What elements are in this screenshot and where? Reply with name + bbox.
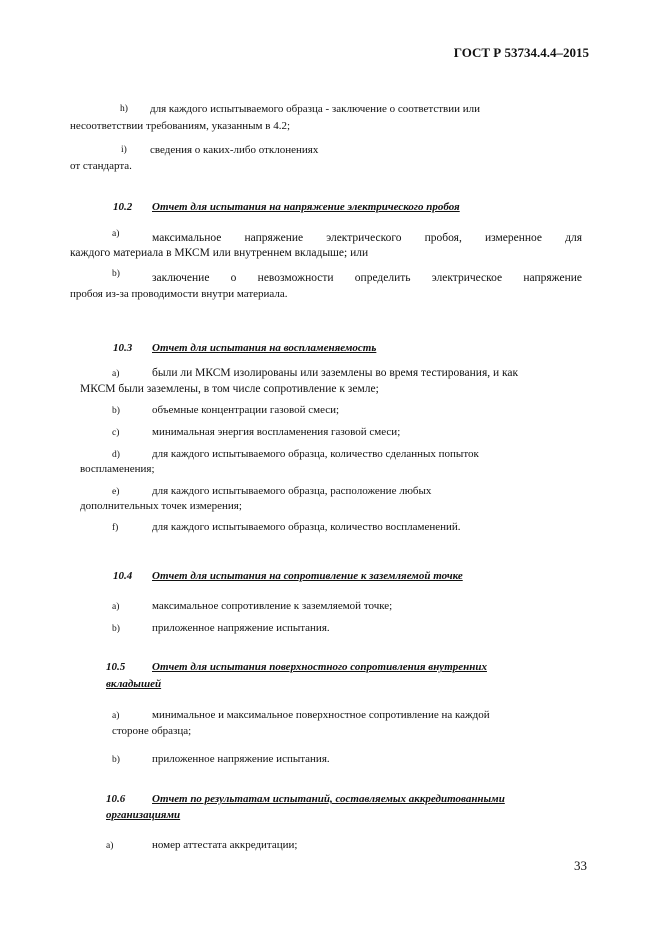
list-item-text: для каждого испытываемого образца - заключение о соответствии или <box>150 103 480 115</box>
list-item-text: каждого материала в МКСМ или внутреннем вкладыше; или <box>70 247 369 259</box>
list-item-marker: a) <box>112 229 120 239</box>
standard-code-header: ГОСТ Р 53734.4.4–2015 <box>453 45 589 60</box>
list-item-marker: i) <box>121 145 127 155</box>
list-item-marker: b) <box>112 269 120 279</box>
list-item-text: сведения о каких-либо отклонениях <box>150 144 319 156</box>
list-item-text: максимальное напряжение электрического пробоя, измеренное для <box>152 232 582 244</box>
list-item-text: пробоя из-за проводимости внутри материала. <box>70 288 288 300</box>
list-item-marker: f) <box>112 523 119 533</box>
list-item-text: для каждого испытываемого образца, расположение любых <box>152 485 432 497</box>
list-item-marker: a) <box>112 711 120 721</box>
section-title: Отчет по результатам испытаний, составляемых аккредитованными <box>152 793 505 805</box>
section-number: 10.5 <box>106 661 126 673</box>
section-title: Отчет для испытания на воспламеняемость <box>152 342 377 354</box>
list-item-marker: d) <box>112 450 120 460</box>
section-number: 10.3 <box>113 342 133 354</box>
list-item-marker: c) <box>112 428 120 438</box>
list-item-text: максимальное сопротивление к заземляемой точке; <box>152 600 393 612</box>
list-item-text: для каждого испытываемого образца, количество сделанных попыток <box>152 448 479 460</box>
list-item-text: минимальное и максимальное поверхностное сопротивление на каждой <box>152 709 490 721</box>
section-title: организациями <box>106 809 181 821</box>
list-item-text: приложенное напряжение испытания. <box>152 622 330 634</box>
section-number: 10.2 <box>113 201 133 213</box>
list-item-marker: b) <box>112 624 120 634</box>
list-item-marker: b) <box>112 406 120 416</box>
list-item-text: стороне образца; <box>112 725 192 737</box>
list-item-text: МКСМ были заземлены, в том числе сопротивление к земле; <box>80 383 379 395</box>
section-number: 10.4 <box>113 570 133 582</box>
list-item-marker: a) <box>106 841 114 851</box>
list-item-text: несоответствии требованиям, указанным в 4.2; <box>70 120 291 132</box>
list-item-marker: a) <box>112 602 120 612</box>
section-number: 10.6 <box>106 793 126 805</box>
list-item-marker: b) <box>112 755 120 765</box>
list-item-text: минимальная энергия воспламенения газовой смеси; <box>152 426 401 438</box>
list-item-text: для каждого испытываемого образца, количество воспламенений. <box>152 521 461 533</box>
page-number: 33 <box>574 858 587 873</box>
list-item-text: приложенное напряжение испытания. <box>152 753 330 765</box>
list-item-marker: e) <box>112 487 120 497</box>
list-item-text: дополнительных точек измерения; <box>80 500 242 512</box>
list-item-text: воспламенения; <box>80 463 155 475</box>
section-title: Отчет для испытания поверхностного сопротивления внутренних <box>152 661 487 673</box>
list-item-marker: a) <box>112 369 120 379</box>
list-item-text: от стандарта. <box>70 160 132 172</box>
section-title: Отчет для испытания на сопротивление к заземляемой точке <box>152 570 463 582</box>
list-item-text: были ли МКСМ изолированы или заземлены во время тестирования, и как <box>152 367 519 379</box>
section-title: Отчет для испытания на напряжение электрического пробоя <box>152 201 460 213</box>
section-title: вкладышей <box>106 678 162 690</box>
list-item-text: заключение о невозможности определить электрическое напряжение <box>152 272 582 284</box>
list-item-text: номер аттестата аккредитации; <box>152 839 298 851</box>
list-item-text: объемные концентрации газовой смеси; <box>152 404 340 416</box>
list-item-marker: h) <box>120 104 128 114</box>
